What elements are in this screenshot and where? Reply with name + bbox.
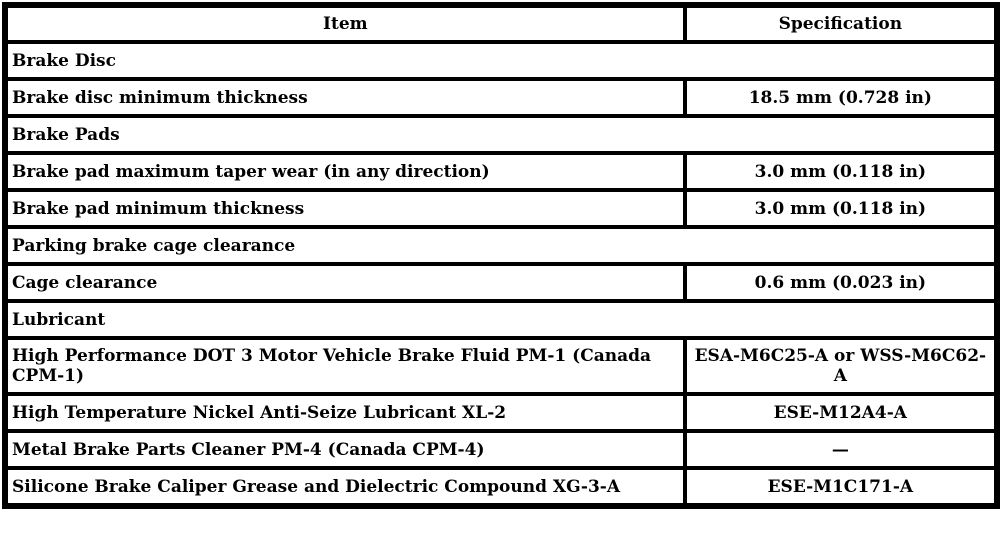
spec-cell: 0.6 mm (0.023 in) xyxy=(685,264,996,301)
table-row xyxy=(6,153,996,190)
item-cell: High Temperature Nickel Anti-Seize Lubricant XL-2 xyxy=(6,394,685,431)
spec-cell: 3.0 mm (0.118 in) xyxy=(685,153,996,190)
section-row xyxy=(6,116,996,153)
table-row xyxy=(6,79,996,116)
spec-cell: 3.0 mm (0.118 in) xyxy=(685,190,996,227)
section-title-brake-disc: Brake Disc xyxy=(6,42,996,79)
item-cell: High Performance DOT 3 Motor Vehicle Brake Fluid PM-1 (Canada CPM-1) xyxy=(6,338,685,394)
spec-cell: ESE-M1C171-A xyxy=(685,468,996,505)
item-cell: Brake disc minimum thickness xyxy=(6,79,685,116)
table-row xyxy=(6,394,996,431)
section-title-parking-brake: Parking brake cage clearance xyxy=(6,227,996,264)
section-title-brake-pads: Brake Pads xyxy=(6,116,996,153)
spec-cell: 18.5 mm (0.728 in) xyxy=(685,79,996,116)
table-row xyxy=(6,468,996,505)
item-cell: Brake pad maximum taper wear (in any direction) xyxy=(6,153,685,190)
spec-cell: — xyxy=(685,431,996,468)
spec-cell: ESE-M12A4-A xyxy=(685,394,996,431)
item-cell: Silicone Brake Caliper Grease and Dielectric Compound XG-3-A xyxy=(6,468,685,505)
table-row xyxy=(6,264,996,301)
item-cell: Metal Brake Parts Cleaner PM-4 (Canada CPM-4) xyxy=(6,431,685,468)
section-row xyxy=(6,301,996,338)
table-row xyxy=(6,338,996,394)
table-row xyxy=(6,431,996,468)
spec-cell: ESA-M6C25-A or WSS-M6C62-A xyxy=(685,338,996,394)
section-row xyxy=(6,227,996,264)
specification-table xyxy=(2,2,1000,509)
section-title-lubricant: Lubricant xyxy=(6,301,996,338)
section-row xyxy=(6,42,996,79)
item-cell: Brake pad minimum thickness xyxy=(6,190,685,227)
header-specification: Specification xyxy=(685,6,996,42)
table-row xyxy=(6,190,996,227)
header-item: Item xyxy=(6,6,685,42)
item-cell: Cage clearance xyxy=(6,264,685,301)
header-row xyxy=(6,6,996,42)
